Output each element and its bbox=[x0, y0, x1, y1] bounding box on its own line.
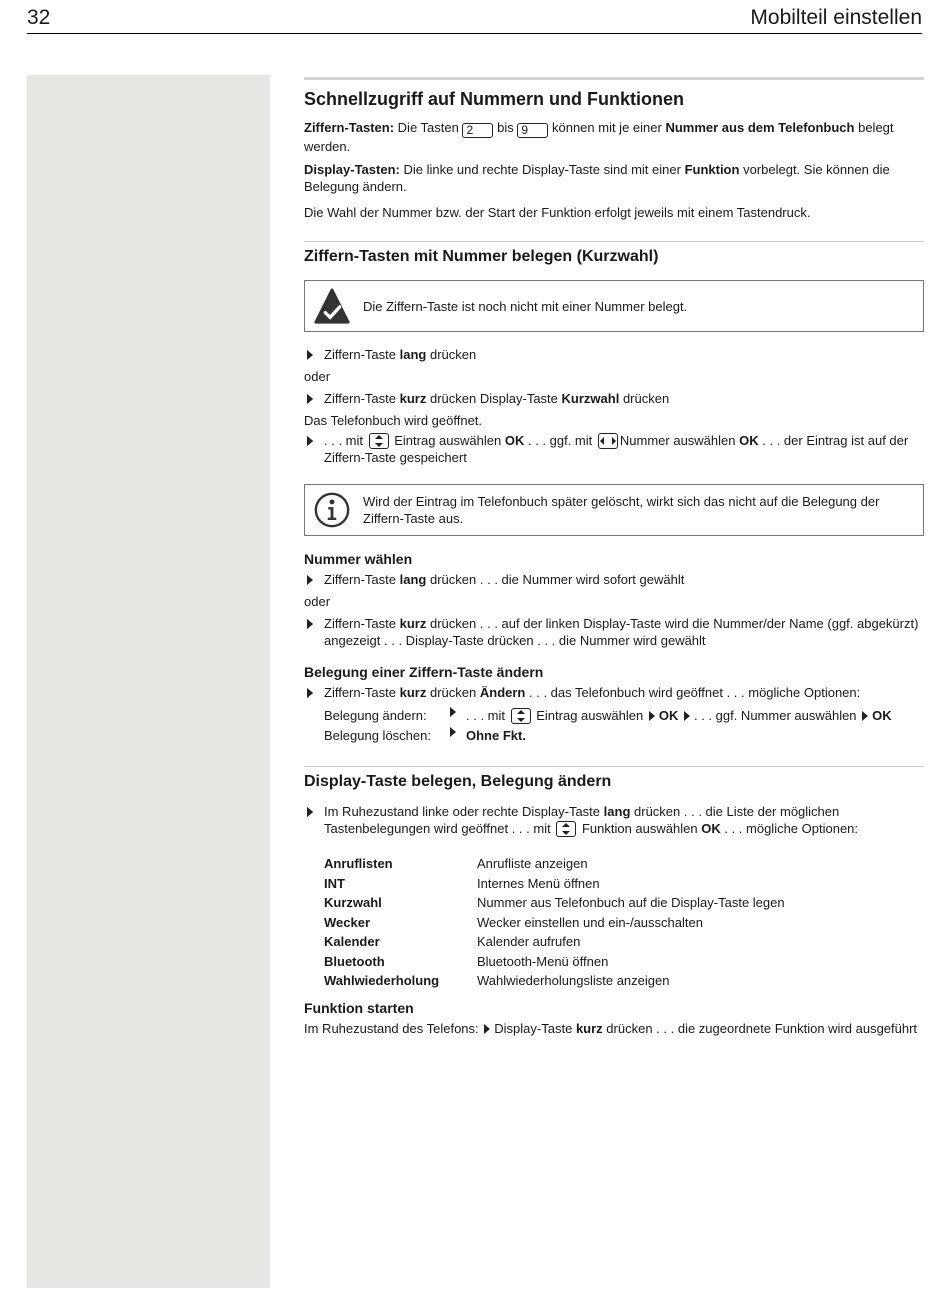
text: . . . mögliche Optionen: bbox=[726, 685, 861, 700]
emphasis: Ändern bbox=[479, 685, 526, 700]
term-label: Display-Tasten: bbox=[304, 162, 400, 177]
text: Display-Taste bbox=[479, 391, 558, 406]
step-short-press bbox=[304, 390, 924, 407]
text: . . . die Nummer wird sofort gewählt bbox=[479, 572, 685, 587]
start-function-text bbox=[304, 1020, 924, 1037]
ok-label: OK bbox=[739, 433, 759, 448]
or-text: oder bbox=[304, 594, 331, 609]
or-text: oder bbox=[304, 369, 331, 384]
text: Display-Taste bbox=[494, 1021, 573, 1036]
text: Die Tasten bbox=[397, 120, 459, 135]
text: drücken bbox=[634, 804, 681, 819]
precondition-text: Die Ziffern-Taste ist noch nicht mit einer Nummer belegt. bbox=[363, 298, 688, 314]
text: . . . mit bbox=[466, 708, 505, 723]
text: Im Ruhezustand des Telefons: bbox=[304, 1021, 479, 1036]
paragraph-keypress: Die Wahl der Nummer bzw. der Start der Funktion erfolgt jeweils mit einem Tastendruck. bbox=[304, 205, 811, 220]
function-desc: Nummer aus Telefonbuch auf die Display-Taste legen bbox=[477, 895, 785, 910]
ok-label: OK bbox=[872, 708, 892, 723]
text: drücken bbox=[622, 391, 670, 406]
text: Eintrag auswählen bbox=[536, 708, 644, 723]
emphasis: kurz bbox=[399, 391, 427, 406]
option-desc: Ohne Fkt. bbox=[466, 728, 526, 743]
function-desc: Wahlwiederholungsliste anzeigen bbox=[477, 973, 670, 988]
page-number: 32 bbox=[27, 6, 51, 29]
text: Ziffern-Taste bbox=[324, 572, 397, 587]
ok-label: OK bbox=[504, 433, 525, 448]
paragraph-digit-keys bbox=[304, 119, 924, 155]
text: Ziffern-Taste bbox=[324, 347, 397, 362]
text: . . . mit bbox=[511, 821, 551, 836]
arrow-icon bbox=[484, 1024, 490, 1034]
text: Eintrag auswählen bbox=[394, 433, 502, 448]
text: . . . der Eintrag ist auf der Ziffern-Taste gespeichert bbox=[324, 433, 909, 465]
step-select-entry bbox=[304, 432, 924, 466]
text: Ziffern-Taste bbox=[324, 391, 397, 406]
option-label: Belegung löschen: bbox=[324, 728, 431, 743]
text: können mit je einer bbox=[551, 120, 662, 135]
text: belegt werden. bbox=[304, 120, 894, 154]
step-arrow-icon bbox=[307, 350, 313, 360]
emphasis: lang bbox=[399, 347, 427, 362]
arrow-icon bbox=[307, 394, 313, 404]
arrow-icon bbox=[307, 688, 313, 698]
header-divider bbox=[27, 33, 922, 34]
text: . . . ggf. Nummer auswählen bbox=[693, 708, 857, 723]
function-name: Anruflisten bbox=[324, 856, 393, 871]
text: drücken bbox=[430, 685, 477, 700]
nav-up-down-icon bbox=[369, 433, 389, 449]
section-divider bbox=[304, 241, 924, 242]
emphasis: kurz bbox=[575, 1021, 603, 1036]
text: . . . das Telefonbuch wird geöffnet bbox=[529, 685, 723, 700]
ok-label: OK bbox=[701, 821, 721, 836]
step-arrow-icon bbox=[307, 575, 313, 585]
text: Funktion auswählen bbox=[581, 821, 698, 836]
arrow-icon bbox=[307, 436, 313, 446]
option-delete bbox=[304, 727, 924, 744]
function-name: INT bbox=[324, 875, 345, 891]
function-name: Kurzwahl bbox=[324, 895, 382, 910]
section-heading-speed-dial: Ziffern-Tasten mit Nummer belegen (Kurzwahl) bbox=[304, 248, 659, 265]
step-assign-display-key bbox=[304, 803, 924, 837]
option-change bbox=[304, 707, 924, 724]
text: Die linke und rechte Display-Taste sind mit einer bbox=[403, 162, 681, 177]
subheading-change-key: Belegung einer Ziffern-Taste ändern bbox=[304, 664, 544, 680]
ok-label: OK bbox=[658, 708, 679, 723]
text: vorbelegt. Sie können die Belegung ändern. bbox=[304, 162, 890, 194]
arrow-icon bbox=[684, 711, 690, 721]
nav-up-down-icon bbox=[511, 708, 531, 724]
info-box bbox=[304, 484, 924, 536]
emphasis: Funktion bbox=[684, 162, 740, 177]
section-heading-display-key: Display-Taste belegen, Belegung ändern bbox=[304, 773, 612, 790]
text: . . . die Liste der möglichen Tastenbelegungen wird geöffnet bbox=[324, 804, 840, 836]
emphasis: Nummer aus dem Telefonbuch bbox=[665, 120, 855, 135]
option-desc bbox=[466, 707, 924, 724]
nav-up-down-icon bbox=[556, 821, 576, 837]
step-change-key bbox=[304, 684, 924, 701]
emphasis: lang bbox=[399, 572, 427, 587]
text: drücken bbox=[606, 1021, 653, 1036]
text: . . . die Nummer wird gewählt bbox=[537, 633, 706, 648]
step-dial-short bbox=[304, 615, 924, 649]
text: . . . die zugeordnete Funktion wird ausgeführt bbox=[656, 1021, 918, 1036]
main-content bbox=[304, 77, 924, 1037]
section-divider bbox=[304, 766, 924, 767]
arrow-icon bbox=[649, 711, 655, 721]
option-label: Belegung ändern: bbox=[324, 708, 427, 723]
text: . . . mit bbox=[324, 433, 363, 448]
subheading-start-function: Funktion starten bbox=[304, 1000, 414, 1016]
text: drücken bbox=[430, 391, 477, 406]
arrow-icon bbox=[307, 619, 313, 629]
text: Nummer auswählen bbox=[619, 433, 736, 448]
precondition-box bbox=[304, 280, 924, 332]
key-9-icon: 9 bbox=[517, 123, 548, 138]
step-arrow-icon bbox=[450, 707, 456, 717]
term-label: Ziffern-Tasten: bbox=[304, 120, 395, 135]
function-desc: Wecker einstellen und ein-/ausschalten bbox=[477, 914, 703, 930]
function-name: Wahlwiederholung bbox=[324, 973, 440, 988]
function-desc: Internes Menü öffnen bbox=[477, 875, 600, 891]
info-icon bbox=[313, 491, 351, 529]
text: . . . ggf. mit bbox=[527, 433, 593, 448]
function-name: Bluetooth bbox=[324, 953, 385, 969]
text: Ziffern-Taste bbox=[324, 685, 397, 700]
function-desc: Anrufliste anzeigen bbox=[477, 856, 588, 871]
step-dial-long bbox=[304, 571, 924, 588]
nav-left-right-icon bbox=[598, 433, 618, 449]
section-heading-quick-access: Schnellzugriff auf Nummern und Funktionen bbox=[304, 89, 684, 109]
emphasis: lang bbox=[603, 804, 631, 819]
info-text: Wird der Eintrag im Telefonbuch später gelöscht, wirkt sich das nicht auf die Belegung der Ziffern-Taste aus. bbox=[363, 494, 880, 526]
key-2-icon: 2 bbox=[462, 123, 493, 138]
paragraph-display-keys bbox=[304, 161, 924, 195]
section-divider bbox=[304, 77, 924, 80]
arrow-icon bbox=[862, 711, 868, 721]
step-arrow-icon bbox=[450, 727, 456, 737]
precondition-check-icon bbox=[313, 287, 351, 325]
function-name: Kalender bbox=[324, 934, 380, 949]
sidebar-panel bbox=[27, 75, 270, 1288]
emphasis: kurz bbox=[399, 685, 427, 700]
text: drücken bbox=[430, 347, 477, 362]
text: bis bbox=[497, 120, 514, 135]
phonebook-opened-text: Das Telefonbuch wird geöffnet. bbox=[304, 413, 483, 428]
subheading-dial-number: Nummer wählen bbox=[304, 551, 413, 567]
text: . . . mögliche Optionen: bbox=[724, 821, 859, 836]
text: Ziffern-Taste bbox=[324, 616, 397, 631]
text: Im Ruhezustand linke oder rechte Display-Taste bbox=[324, 804, 601, 819]
text: . . . Display-Taste drücken bbox=[384, 633, 534, 648]
emphasis: kurz bbox=[399, 616, 427, 631]
text: . . . auf der linken Display-Taste wird die Nummer/der Name (ggf. abgekürzt) angezeigt bbox=[324, 616, 919, 648]
function-desc: Kalender aufrufen bbox=[477, 934, 581, 949]
text: drücken bbox=[430, 616, 477, 631]
emphasis: Kurzwahl bbox=[561, 391, 620, 406]
function-name: Wecker bbox=[324, 914, 371, 930]
chapter-title: Mobilteil einstellen bbox=[750, 6, 922, 29]
text: drücken bbox=[430, 572, 477, 587]
function-table bbox=[304, 855, 924, 989]
arrow-icon bbox=[307, 807, 313, 817]
step-long-press bbox=[304, 346, 924, 363]
function-desc: Bluetooth-Menü öffnen bbox=[477, 953, 609, 969]
